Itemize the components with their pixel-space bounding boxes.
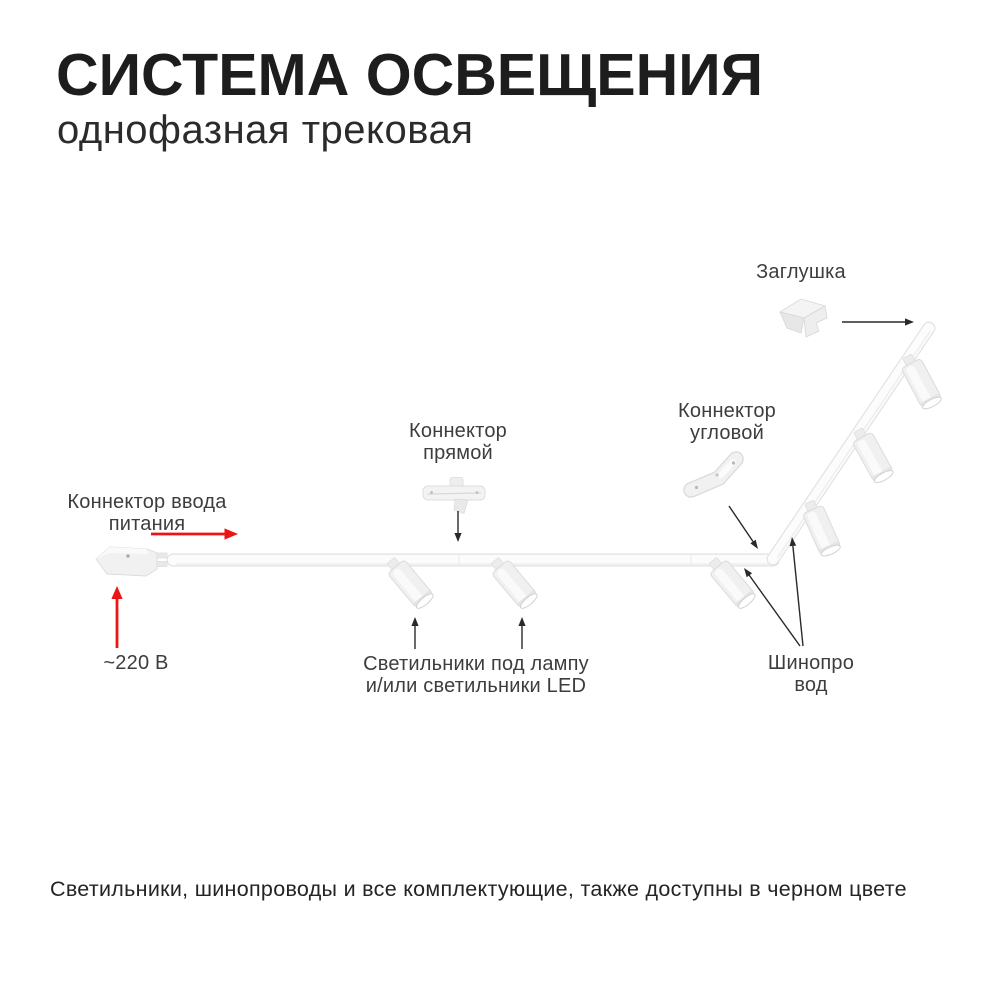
arrow-track-1 (744, 568, 800, 646)
label-straight-connector-line2: прямой (423, 442, 493, 464)
label-track-line1: Шинопро (767, 652, 855, 674)
track-horizontal (173, 555, 773, 565)
page-title: СИСТЕМА ОСВЕЩЕНИЯ (56, 42, 764, 108)
arrow-fixture-2 (518, 617, 525, 649)
label-voltage: ~220 В (103, 652, 169, 674)
label-corner-connector (678, 400, 776, 444)
spotlight-4 (799, 498, 842, 559)
label-power-connector-line1: Коннектор ввода (67, 491, 227, 513)
arrow-track-2 (790, 537, 803, 646)
label-straight-connector-line1: Коннектор (409, 420, 507, 442)
straight-connector-icon (423, 478, 485, 514)
label-fixtures-line2: и/или светильники LED (365, 675, 587, 697)
red-arrow-voltage (111, 586, 122, 648)
label-power-connector-line2: питания (108, 513, 186, 535)
label-track-line2: вод (794, 674, 828, 696)
label-power-connector (67, 491, 226, 535)
label-corner-connector-line2: угловой (690, 422, 764, 444)
label-track (768, 652, 854, 696)
power-connector-icon (96, 547, 167, 576)
label-fixtures (363, 653, 589, 697)
label-fixtures-line1: Светильники под лампу (363, 653, 589, 675)
corner-connector-icon (691, 459, 736, 490)
footer-note: Светильники, шинопроводы и все комплектующие, также доступны в черном цвете (50, 877, 907, 901)
arrow-fixture-1 (411, 617, 418, 649)
arrow-end-cap (842, 318, 914, 325)
label-end-cap: Заглушка (756, 261, 846, 283)
arrow-straight-connector (454, 511, 461, 542)
spotlight-5 (848, 425, 895, 485)
end-cap-icon (780, 299, 827, 337)
arrow-corner-connector (729, 506, 758, 549)
label-corner-connector-line1: Коннектор (678, 400, 776, 422)
label-straight-connector (409, 420, 507, 464)
page-subtitle: однофазная трековая (57, 108, 474, 152)
spotlight-6 (897, 351, 943, 411)
